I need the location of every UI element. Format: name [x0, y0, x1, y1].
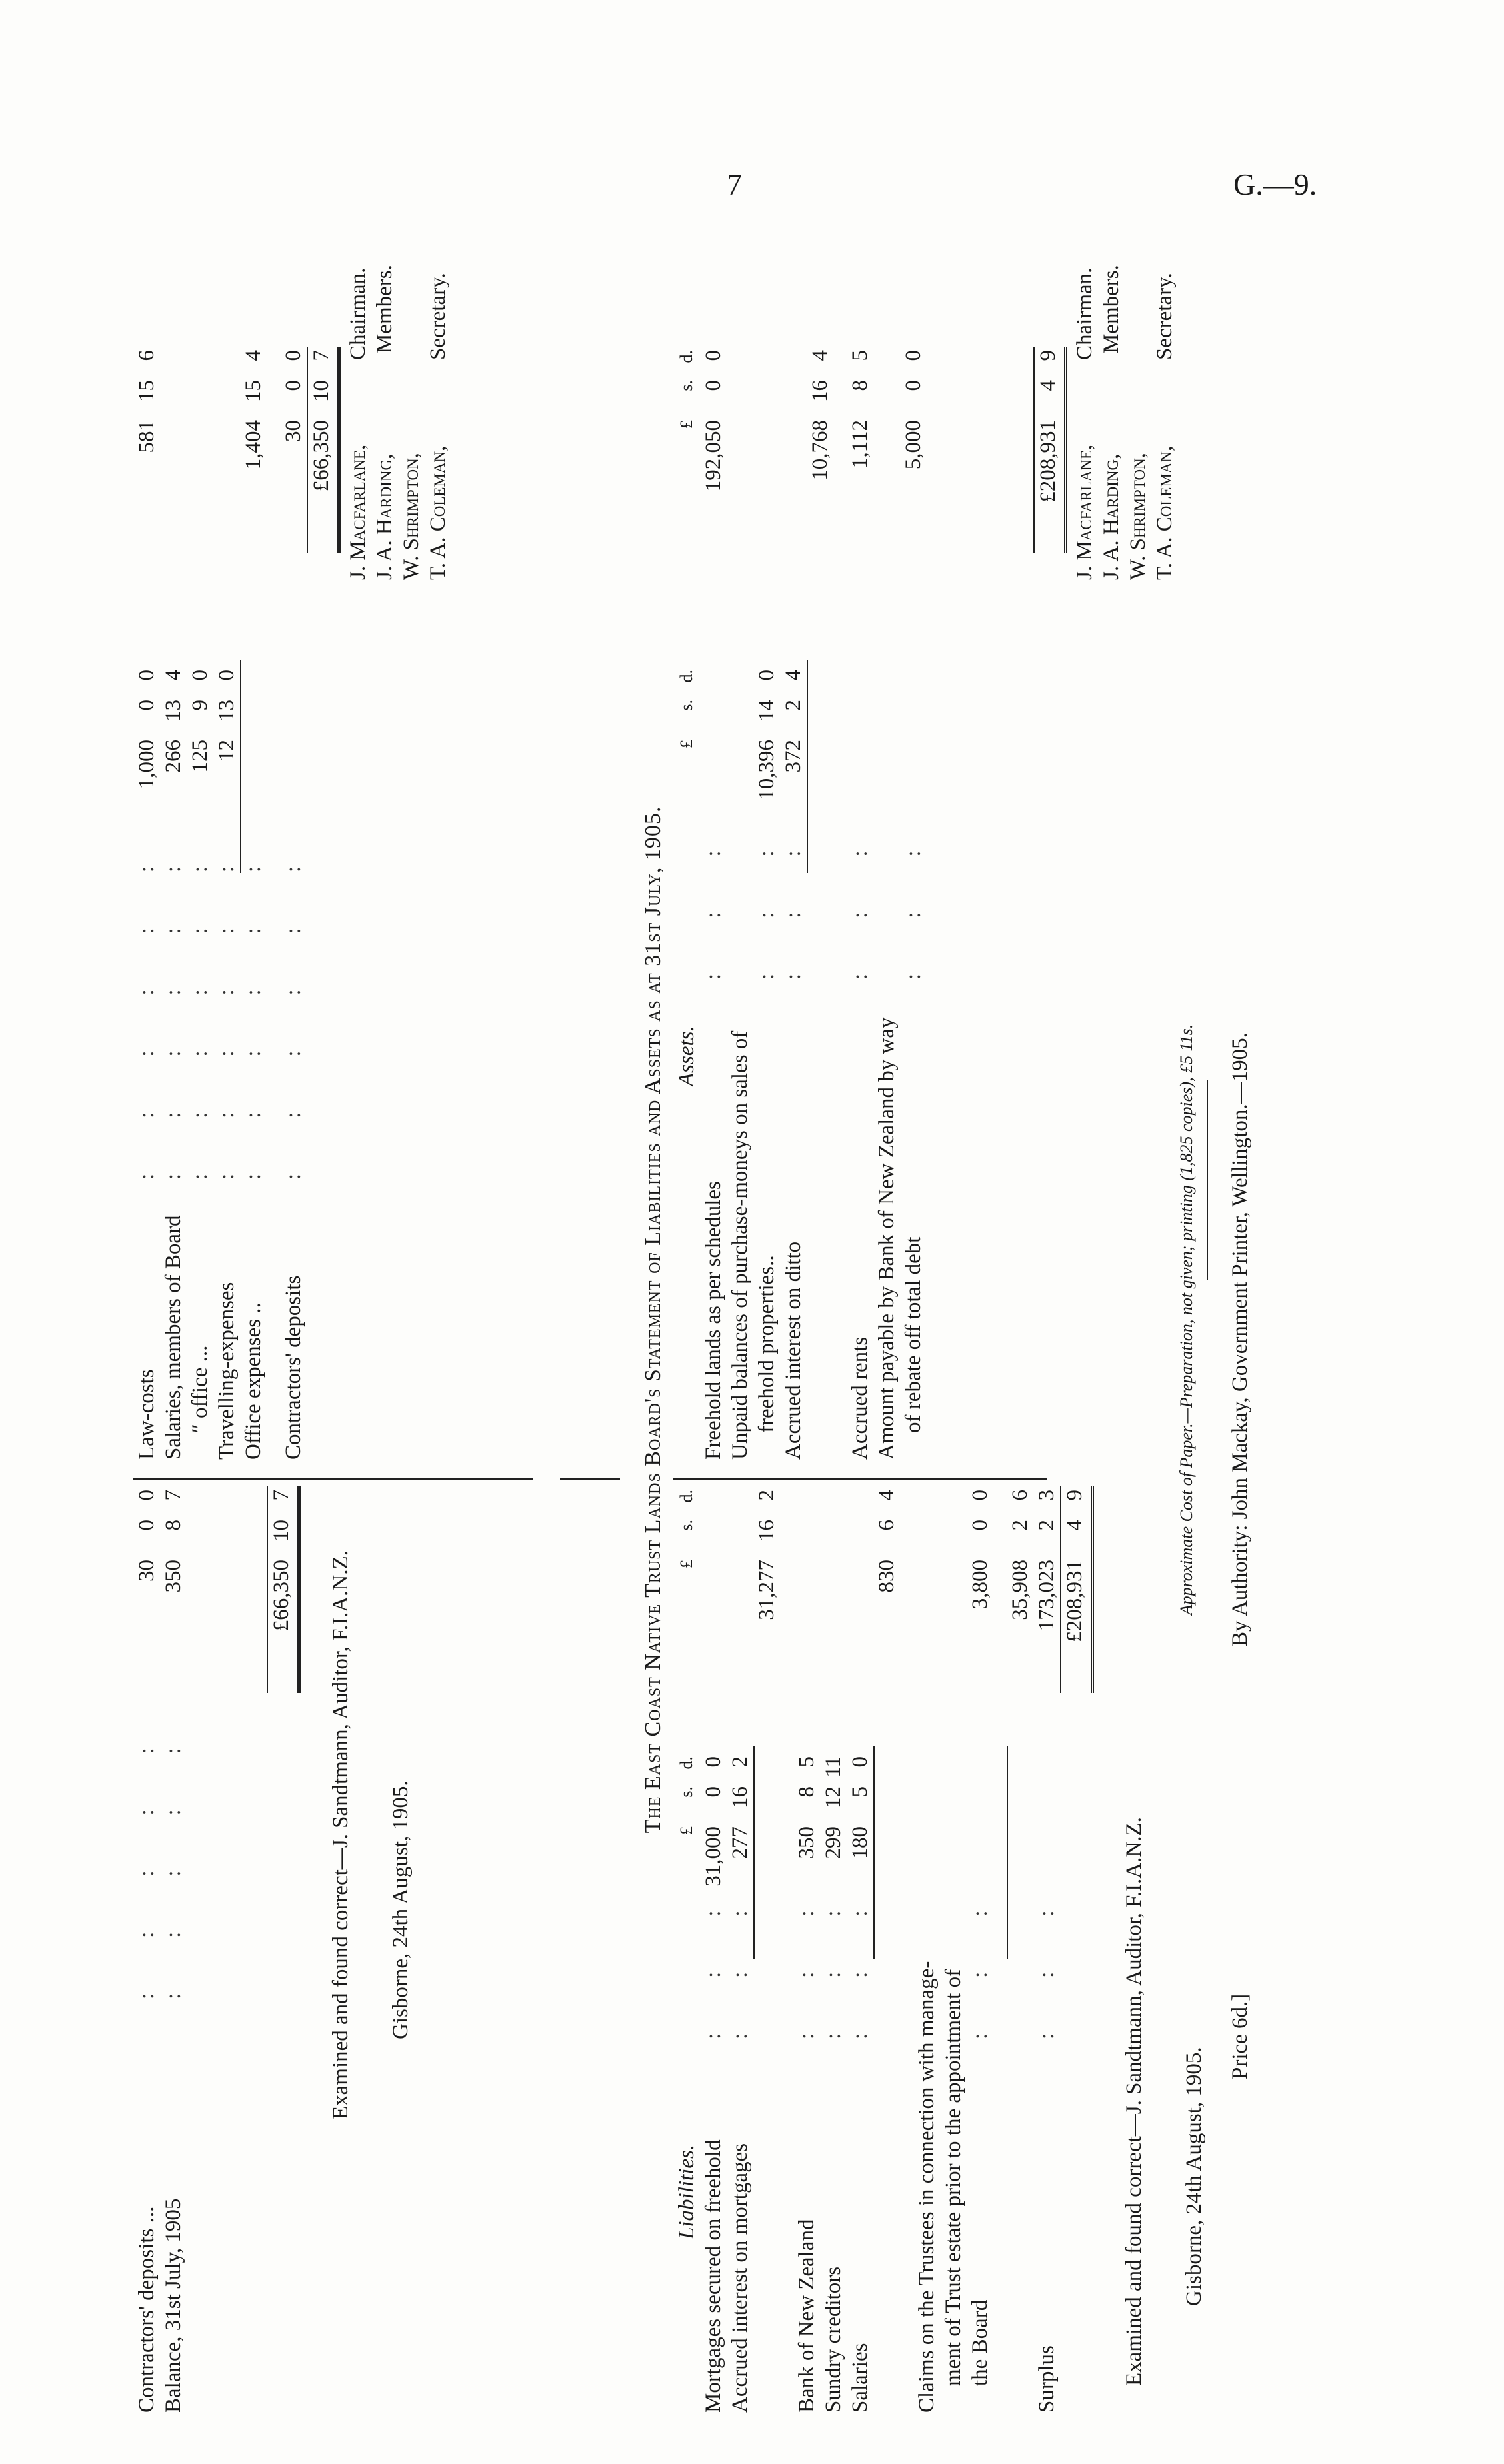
- subtotal-shillings: 15: [241, 380, 265, 402]
- amount-s2: 16: [755, 1520, 779, 1542]
- amount-s1: 12: [821, 1786, 845, 1808]
- signatory-role: Members.: [373, 265, 397, 353]
- amount-pounds: 266: [161, 740, 185, 773]
- column-divider: [133, 1478, 533, 1480]
- amount-pounds: 125: [188, 740, 212, 773]
- amount-s1: 2: [781, 700, 805, 711]
- liability-row: [1007, 1490, 1033, 2413]
- liability-row-label: Bank of New Zealand: [795, 2219, 819, 2413]
- account-label: Contractors' deposits ...: [135, 2206, 159, 2413]
- total-shillings: 10: [269, 1520, 293, 1542]
- auditor-statement: Examined and found correct—J. Sandtmann, Auditor, F.I.A.N.Z.: [329, 1550, 353, 2119]
- leader-dots: : : : : : :: [161, 859, 185, 1180]
- amount-shillings: 0: [135, 700, 159, 711]
- column-pounds: 581: [135, 420, 159, 453]
- amount-d1: 0: [701, 1756, 725, 1768]
- col-pence: d.: [677, 1756, 696, 1770]
- liability-row-label: Accrued interest on mortgages: [728, 2143, 752, 2413]
- total-pounds: £66,350: [309, 420, 333, 492]
- column-divider: [673, 1478, 1047, 1480]
- subtotal-rule: [240, 660, 241, 873]
- total-shillings: 10: [309, 380, 333, 402]
- liability-row-label: ment of Trust estate prior to the appointment of: [941, 1969, 965, 2386]
- liability-row: [847, 1493, 873, 2413]
- amount-p2: 173,023: [1035, 1560, 1059, 1632]
- place-date: Gisborne, 24th August, 1905.: [1182, 2047, 1206, 2306]
- col-pence: d.: [677, 1490, 696, 1503]
- asset-row: [807, 227, 833, 1460]
- liability-row-label: Surplus: [1035, 2345, 1059, 2413]
- row-spacer: [900, 1493, 913, 2413]
- place-date: Gisborne, 24th August, 1905.: [389, 1780, 413, 2039]
- leader-dots: : : : : : :: [215, 859, 239, 1180]
- col-pounds: £: [677, 1826, 696, 1835]
- rotated-content: [133, 213, 1333, 2413]
- section-divider: [560, 1478, 620, 1480]
- signatory-name: T. A. Coleman,: [1153, 445, 1177, 580]
- leader-dots: : : :: [728, 1903, 752, 2039]
- amount-pence: 0: [135, 670, 159, 681]
- liability-row: [873, 1490, 900, 2413]
- leader-dots: : : :: [968, 1903, 992, 2039]
- account-label: Balance, 31st July, 1905: [161, 2198, 185, 2413]
- amount-p1: 180: [848, 1826, 872, 1859]
- signatory-name: J. Macfarlane,: [1073, 444, 1097, 580]
- subtotal-rule: [807, 660, 808, 873]
- amount-d2: 6: [1008, 1490, 1032, 1501]
- asset-row: [700, 227, 727, 1460]
- subtotal-rule: [753, 1746, 755, 1959]
- liability-row: [727, 1493, 753, 2413]
- row-spacer: [780, 1493, 793, 2413]
- leader-dots: : : :: [901, 844, 925, 980]
- deposits-shillings: 0: [281, 380, 305, 391]
- amount-p1: 350: [795, 1826, 819, 1859]
- leader-dots: : : : : : :: [281, 859, 305, 1180]
- liability-row: [913, 1493, 940, 2413]
- subtotal-rule: [1007, 1746, 1008, 1959]
- signatory: [1071, 227, 1098, 580]
- col-pence: d.: [677, 670, 696, 683]
- leader-dots: : : : : : :: [135, 859, 159, 1180]
- amount-d2: 5: [848, 350, 872, 361]
- amount-s1: 14: [755, 700, 779, 722]
- page-number: 7: [727, 167, 742, 201]
- col-pounds: £: [677, 1560, 696, 1568]
- signatory-name: W. Shrimpton,: [399, 453, 423, 580]
- amount-shillings: 13: [161, 700, 185, 722]
- leader-dots: : : : : :: [161, 1741, 185, 1999]
- total-pounds: £208,931: [1063, 1560, 1087, 1642]
- amount-d1: 11: [821, 1756, 845, 1778]
- signatory-role: Chairman.: [1073, 267, 1097, 360]
- deposits-pence: 0: [281, 350, 305, 361]
- subtotal-pence: 4: [241, 350, 265, 361]
- liabilities-header: [673, 1490, 700, 2413]
- amount-p2: 35,908: [1008, 1560, 1032, 1620]
- amount-p1: 31,000: [701, 1826, 725, 1887]
- account-row: [240, 227, 267, 1460]
- amount-s2: 0: [968, 1520, 992, 1531]
- subtotal-rule: [873, 1746, 875, 1959]
- amount-shillings: 9: [188, 700, 212, 711]
- signatory: [1098, 227, 1125, 580]
- leader-dots: : : :: [848, 1903, 872, 2039]
- asset-row: [753, 227, 780, 1460]
- amount-d1: 4: [781, 670, 805, 681]
- liabilities: [673, 1490, 1207, 2413]
- signatory: [371, 227, 398, 580]
- leader-dots: : : :: [701, 844, 725, 980]
- asset-row: [727, 227, 753, 1460]
- account-row: [187, 227, 213, 1460]
- amount-p1: 372: [781, 740, 805, 773]
- signatory: [345, 227, 371, 580]
- signatory-name: J. Macfarlane,: [346, 444, 370, 580]
- amount-shillings: 0: [135, 1520, 159, 1531]
- leader-dots: : : :: [848, 844, 872, 980]
- amount-pounds: 30: [135, 1560, 159, 1582]
- leader-dots: : : :: [795, 1903, 819, 2039]
- amount-s2: 6: [875, 1520, 899, 1531]
- liability-row: [940, 1493, 967, 2413]
- leader-dots: : : : : : :: [188, 859, 212, 1180]
- assets-rows: [700, 227, 927, 1460]
- amount-pounds: 12: [215, 740, 239, 762]
- liability-row: [793, 1493, 820, 2413]
- amount-pence: 4: [161, 670, 185, 681]
- liabilities-heading: Liabilities.: [675, 2144, 699, 2239]
- liability-row: [1033, 1490, 1060, 2413]
- account-row: [213, 227, 240, 1460]
- amount-d2: 0: [968, 1490, 992, 1501]
- total-pence: 7: [309, 350, 333, 361]
- deposits-pounds: 30: [281, 420, 305, 442]
- col-shillings: s.: [677, 700, 696, 711]
- amount-shillings: 13: [215, 700, 239, 722]
- account-label: Office expenses ..: [241, 1302, 265, 1460]
- account-label: Law-costs: [135, 1369, 159, 1460]
- account-label: ″ office ...: [188, 1345, 212, 1433]
- column-pence: 6: [135, 350, 159, 361]
- amount-s2: 0: [701, 380, 725, 391]
- authority-line: By Authority: John Mackay, Government Printer, Wellington.—1905.: [1228, 1032, 1252, 1646]
- total-shillings: 4: [1063, 1520, 1087, 1531]
- leader-dots: : : :: [755, 844, 779, 980]
- amount-s1: 5: [848, 1786, 872, 1798]
- document-reference: G.—9.: [1233, 167, 1317, 201]
- account-row: [160, 227, 187, 1460]
- amount-p2: 1,112: [848, 420, 872, 469]
- signatories: [1071, 227, 1178, 580]
- liabilities-total: [1060, 1486, 1094, 1693]
- liability-row-label: Mortgages secured on freehold: [701, 2139, 725, 2413]
- total-shillings: 4: [1036, 380, 1060, 391]
- signatory-role: Chairman.: [346, 267, 370, 360]
- leader-dots: : : : : : :: [241, 859, 265, 1180]
- asset-row-label: Freehold lands as per schedules: [701, 1181, 725, 1460]
- liability-row-label: Salaries: [848, 2343, 872, 2413]
- total-pence: 9: [1036, 350, 1060, 361]
- account-total: [307, 347, 341, 553]
- col-shillings: s.: [677, 1786, 696, 1798]
- signatory-name: J. A. Harding,: [1099, 453, 1123, 580]
- total-pence: 9: [1063, 1490, 1087, 1501]
- leader-dots: : : :: [781, 844, 805, 980]
- amount-p2: 10,768: [808, 420, 832, 481]
- amount-d2: 4: [875, 1490, 899, 1501]
- liability-row: [753, 1490, 780, 2413]
- leader-dots: : : :: [821, 1903, 845, 2039]
- account-receipts: [133, 1490, 414, 2413]
- leader-dots: : : : : :: [135, 1741, 159, 1999]
- signatory-role: Secretary.: [1153, 273, 1177, 360]
- amount-s1: 0: [701, 1786, 725, 1798]
- liability-row-label: Claims on the Trustees in connection with manage-: [915, 1961, 939, 2413]
- signatories: [345, 227, 451, 580]
- amount-s1: 8: [795, 1786, 819, 1798]
- total-pounds: £66,350: [269, 1560, 293, 1632]
- asset-row-label: Accrued interest on ditto: [781, 1241, 805, 1460]
- footer-rule: [1207, 1080, 1208, 1280]
- leader-dots: : : :: [701, 1903, 725, 2039]
- col-shillings: s.: [677, 1520, 696, 1531]
- liability-row-label: Sundry creditors: [821, 2266, 845, 2413]
- amount-d2: 0: [701, 350, 725, 361]
- statement-title: The East Coast Native Trust Lands Board's Statement of Liabilities and Assets as at 31st July, 1905.: [641, 806, 665, 1834]
- amount-p2: 5,000: [901, 420, 925, 470]
- leader-dots: : : :: [1035, 1903, 1059, 2039]
- signatory-name: W. Shrimpton,: [1126, 453, 1150, 580]
- liability-row: [820, 1493, 847, 2413]
- asset-row-label: freehold properties..: [755, 1255, 779, 1433]
- amount-s2: 2: [1035, 1520, 1059, 1531]
- account-row: [133, 1490, 160, 2413]
- asset-row: [847, 227, 873, 1460]
- amount-d2: 0: [901, 350, 925, 361]
- liability-row: [700, 1493, 727, 2413]
- signatory: [425, 227, 451, 580]
- account-total: [267, 1486, 301, 1693]
- amount-d2: 2: [755, 1490, 779, 1501]
- amount-p2: 830: [875, 1560, 899, 1593]
- amount-d1: 0: [755, 670, 779, 681]
- asset-row-label: Unpaid balances of purchase-moneys on sales of: [728, 1030, 752, 1460]
- price: Price 6d.]: [1228, 1993, 1252, 2079]
- amount-s2: 8: [848, 380, 872, 391]
- asset-row-label: Amount payable by Bank of New Zealand by way: [875, 1017, 899, 1460]
- signatory-name: J. A. Harding,: [373, 453, 397, 580]
- liability-row: [967, 1490, 993, 2413]
- account-row: [280, 227, 307, 1460]
- amount-p2: 3,800: [968, 1560, 992, 1610]
- account-label: Contractors' deposits: [281, 1275, 305, 1460]
- assets-header: [673, 227, 700, 1460]
- signatory-name: T. A. Coleman,: [426, 445, 450, 580]
- subtotal-pounds: 1,404: [241, 420, 265, 470]
- signatory-role: Secretary.: [426, 273, 450, 360]
- account-row: [160, 1490, 187, 2413]
- assets-total: [1033, 347, 1067, 553]
- asset-row: [780, 227, 807, 1460]
- amount-pence: 0: [135, 1490, 159, 1501]
- amount-p1: 299: [821, 1826, 845, 1859]
- amount-d1: 5: [795, 1756, 819, 1768]
- assets-heading: Assets.: [675, 1026, 699, 1086]
- signatory: [398, 227, 425, 580]
- account-payments: [133, 227, 451, 1460]
- col-shillings: s.: [677, 380, 696, 391]
- amount-d2: 4: [808, 350, 832, 361]
- auditor-statement: Examined and found correct—J. Sandtmann, Auditor, F.I.A.N.Z.: [1122, 1817, 1146, 2386]
- amount-p2: 192,050: [701, 420, 725, 492]
- amount-d2: 3: [1035, 1490, 1059, 1501]
- total-pounds: £208,931: [1036, 420, 1060, 503]
- amount-d1: 0: [848, 1756, 872, 1768]
- amount-pence: 0: [215, 670, 239, 681]
- asset-row: [873, 227, 900, 1460]
- amount-pence: 0: [188, 670, 212, 681]
- signatory: [1125, 227, 1151, 580]
- liabilities-rows: [700, 1490, 1060, 2413]
- amount-s2: 2: [1008, 1520, 1032, 1531]
- amount-pounds: 1,000: [135, 740, 159, 790]
- asset-row: [900, 227, 927, 1460]
- amount-pence: 7: [161, 1490, 185, 1501]
- amount-s2: 0: [901, 380, 925, 391]
- account-label: Travelling-expenses: [215, 1282, 239, 1460]
- total-pence: 7: [269, 1490, 293, 1501]
- signatory-role: Members.: [1099, 265, 1123, 353]
- assets: [673, 227, 1178, 1460]
- asset-row-label: of rebate off total debt: [901, 1236, 925, 1433]
- row-spacer: [833, 227, 847, 1460]
- amount-s1: 16: [728, 1786, 752, 1808]
- amount-d1: 2: [728, 1756, 752, 1768]
- account-row: [133, 227, 160, 1460]
- printing-cost-note: Approximate Cost of Paper.—Preparation, not given; printing (1,825 copies), £5 11s.: [1177, 1024, 1196, 1616]
- amount-pounds: 350: [161, 1560, 185, 1593]
- amount-p2: 31,277: [755, 1560, 779, 1620]
- row-spacer: [993, 1493, 1007, 2413]
- amount-s2: 16: [808, 380, 832, 402]
- asset-row-label: Accrued rents: [848, 1336, 872, 1460]
- amount-p1: 277: [728, 1826, 752, 1859]
- col-pence: d.: [677, 350, 696, 363]
- col-pounds: £: [677, 740, 696, 748]
- column-shillings: 15: [135, 380, 159, 402]
- amount-p1: 10,396: [755, 740, 779, 800]
- account-label: Salaries, members of Board: [161, 1215, 185, 1460]
- amount-shillings: 8: [161, 1520, 185, 1531]
- liability-row-label: the Board: [968, 2299, 992, 2386]
- col-pounds: £: [677, 420, 696, 429]
